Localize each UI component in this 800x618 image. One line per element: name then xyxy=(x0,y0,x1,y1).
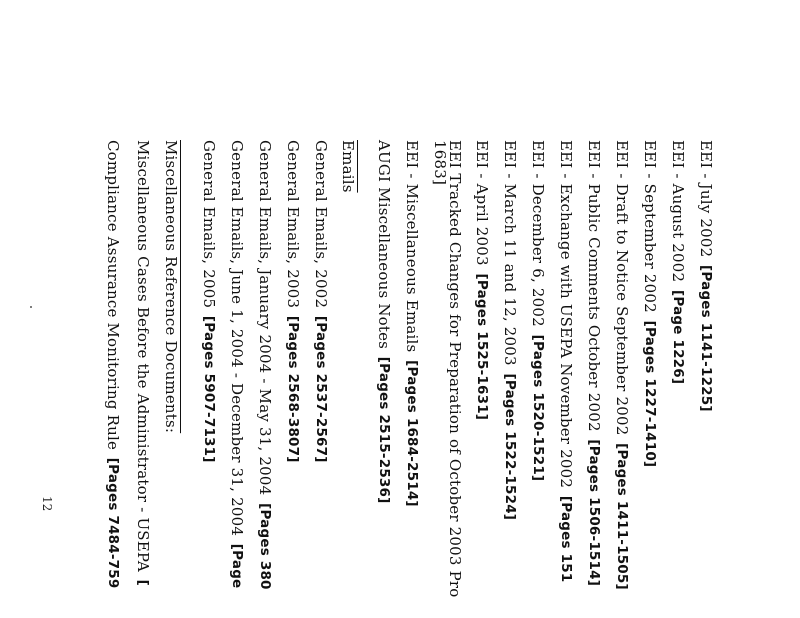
entry-title: General Emails, June 1, 2004 - December 31, 2004 xyxy=(228,140,246,537)
index-entry xyxy=(502,140,517,520)
index-entry xyxy=(558,140,573,582)
page-range: [ xyxy=(135,579,151,586)
entry-title: Emails xyxy=(339,140,357,193)
index-entry xyxy=(404,140,419,507)
entry-title: Miscellaneous Reference Documents: xyxy=(162,140,180,434)
index-entry xyxy=(432,140,447,185)
page-range: [Pages 2515-2536] xyxy=(376,356,392,504)
entry-title: EEI - September 2002 xyxy=(641,140,659,313)
entry-title: EEI - December 6, 2002 xyxy=(529,140,547,327)
entry-title: 1683] xyxy=(431,140,449,186)
page-range: [Pages 1520-1521] xyxy=(530,334,546,482)
entry-title: EEI - Public Comments October 2002 xyxy=(585,140,603,432)
page-range: [Page 1226] xyxy=(670,289,686,385)
entry-title: AUGI Miscellaneous Notes xyxy=(375,140,393,350)
page-range: [Pages 2537-2567] xyxy=(313,315,329,463)
page-range: [Pages 2568-3807] xyxy=(285,315,301,463)
index-entry xyxy=(698,140,713,412)
index-entry xyxy=(313,140,328,463)
index-entry xyxy=(447,140,462,598)
page-range: [Pages 1411-1505] xyxy=(614,443,630,590)
page-range: [Pages 1684-2514] xyxy=(404,360,420,507)
index-entry xyxy=(105,140,120,588)
section-heading xyxy=(340,140,355,193)
index-entry xyxy=(376,140,391,503)
page-range: [Pages 1141-1225] xyxy=(698,265,714,412)
scan-speck xyxy=(30,306,32,308)
index-entry xyxy=(530,140,545,481)
index-entry xyxy=(229,140,244,588)
index-entry xyxy=(670,140,685,384)
index-entry xyxy=(614,140,629,590)
entry-title: EEI - April 2003 xyxy=(473,140,491,266)
index-entry xyxy=(135,140,150,586)
index-entry xyxy=(201,140,216,463)
entry-title: EEI Tracked Changes for Preparation of October 2003 Pro xyxy=(446,140,464,598)
index-entry xyxy=(474,140,489,420)
section-heading xyxy=(163,140,178,433)
entry-title: EEI - March 11 and 12, 2003 xyxy=(501,140,519,366)
entry-title: General Emails, 2005 xyxy=(200,140,218,309)
entry-title: EEI - July 2002 xyxy=(697,140,715,258)
index-entry xyxy=(257,140,272,590)
page-range: [Pages 151 xyxy=(558,495,574,583)
entry-title: Miscellaneous Cases Before the Administrator - USEPA xyxy=(134,140,152,572)
page-range: [Pages 5907-7131] xyxy=(201,315,217,463)
index-entry xyxy=(586,140,601,586)
entry-title: Compliance Assurance Monitoring Rule xyxy=(104,140,122,451)
index-entry xyxy=(642,140,657,467)
page-range: [Pages 380 xyxy=(257,503,273,590)
entry-title: General Emails, 2003 xyxy=(284,140,302,309)
index-entry xyxy=(285,140,300,463)
page-range: [Pages 1525-1631] xyxy=(474,273,490,421)
entry-title: EEI - Exchange with USEPA November 2002 xyxy=(557,140,575,489)
page-range: [Pages 1227-1410] xyxy=(642,320,658,468)
entry-title: EEI - August 2002 xyxy=(669,140,687,283)
page-range: [Pages 7484-759 xyxy=(105,457,121,589)
entry-title: General Emails, 2002 xyxy=(312,140,330,309)
entry-title: General Emails, January 2004 - May 31, 2004 xyxy=(256,140,274,496)
page-range: [Pages 1506-1514] xyxy=(586,439,602,587)
page-number: 12 xyxy=(40,496,54,512)
page-range: [Pages 1522-1524] xyxy=(502,373,518,521)
entry-title: EEI - Miscellaneous Emails xyxy=(403,140,421,353)
entry-title: EEI - Draft to Notice September 2002 xyxy=(613,140,631,436)
page-range: [Page xyxy=(229,543,245,589)
